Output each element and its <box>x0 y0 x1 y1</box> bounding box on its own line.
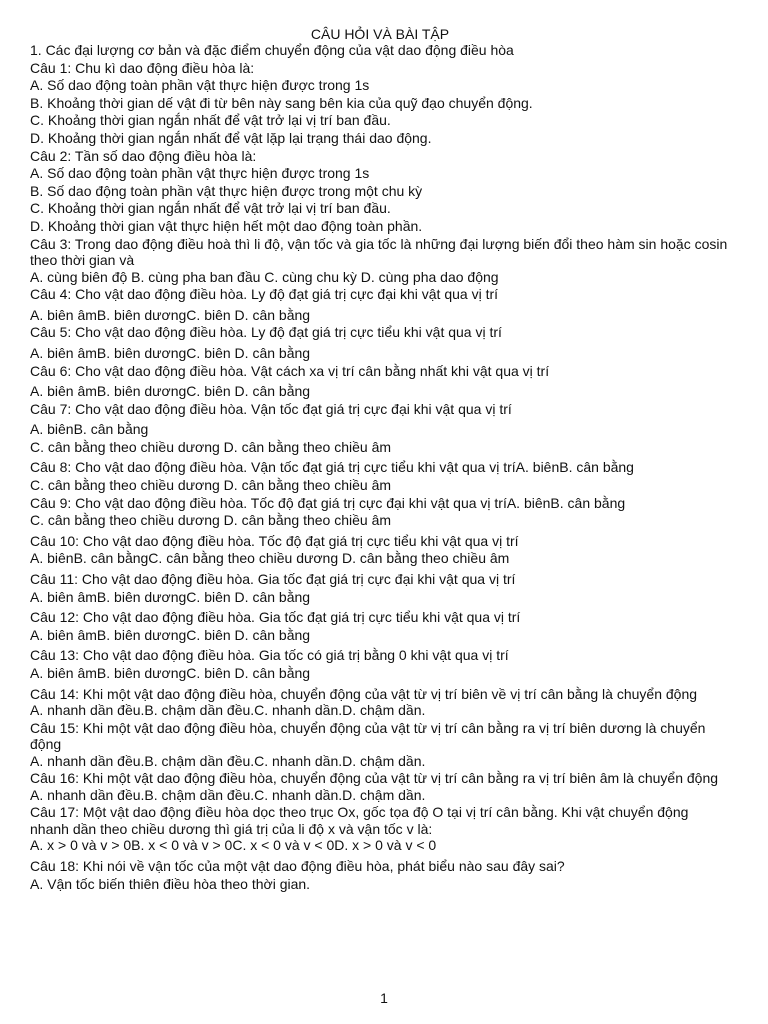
question-line: Câu 1: Chu kì dao động điều hòa là: <box>30 59 255 76</box>
page-title: CÂU HỎI VÀ BÀI TẬP <box>310 26 450 42</box>
question-line: Câu 18: Khi nói về vận tốc của một vật dao động điều hòa, phát biểu nào sau đây sai? <box>30 857 565 874</box>
question-line: Câu 5: Cho vật dao động điều hòa. Ly độ đạt giá trị cực tiểu khi vật qua vị trí <box>30 324 502 341</box>
question-line: Câu 7: Cho vật dao động điều hòa. Vận tốc đạt giá trị cực đại khi vật qua vị trí <box>30 400 512 417</box>
answer-line: A. biên âmB. biên dươngC. biên D. cân bằng <box>30 588 311 605</box>
question-line: Câu 15: Khi một vật dao động điều hòa, chuyển động của vật từ vị trí cân bằng ra vị trí biên dương là chuyển động <box>30 719 706 753</box>
answer-line: A. biên âmB. biên dươngC. biên D. cân bằng <box>30 344 311 361</box>
answer-line: A. Số dao động toàn phần vật thực hiện được trong 1s <box>30 165 370 182</box>
question-line: Câu 11: Cho vật dao động điều hòa. Gia tốc đạt giá trị cực đại khi vật qua vị trí <box>30 571 516 588</box>
section-heading: 1. Các đại lượng cơ bản và đặc điểm chuyển động của vật dao động điều hòa <box>30 42 514 58</box>
page-number: 1 <box>380 990 388 1006</box>
answer-line: A. biên âmB. biên dươngC. biên D. cân bằng <box>30 306 311 323</box>
question-line: Câu 2: Tần số dao động điều hòa là: <box>30 147 257 164</box>
answer-line: A. cùng biên độ B. cùng pha ban đầu C. cùng chu kỳ D. cùng pha dao động <box>30 268 499 285</box>
question-line: Câu 9: Cho vật dao động điều hòa. Tốc độ đạt giá trị cực đại khi vật qua vị tríA. biênB. cân bằng <box>30 494 626 511</box>
question-line: Câu 8: Cho vật dao động điều hòa. Vận tốc đạt giá trị cực tiểu khi vật qua vị tríA. biênB. cân bằng <box>30 459 634 476</box>
answer-line: C. Khoảng thời gian ngắn nhất để vật trở lại vị trí ban đầu. <box>30 112 391 129</box>
question-line: Câu 12: Cho vật dao động điều hòa. Gia tốc đạt giá trị cực tiểu khi vật qua vị trí <box>30 609 521 626</box>
question-line: Câu 14: Khi một vật dao động điều hòa, chuyển động của vật từ vị trí biên về vị trí cân bằng là chuyển động <box>30 685 698 702</box>
question-line: Câu 17: Một vật dao động điều hòa dọc theo trục Ox, gốc tọa độ O tại vị trí cân bằng. Khi vật chuyển động nhanh dần theo chiều dương thì giá trị của li độ x và vận tốc v là: <box>30 804 689 837</box>
question-line: Câu 4: Cho vật dao động điều hòa. Ly độ đạt giá trị cực đại khi vật qua vị trí <box>30 286 499 303</box>
answer-line: A. biên âmB. biên dươngC. biên D. cân bằng <box>30 383 311 400</box>
question-line: Câu 13: Cho vật dao động điều hòa. Gia tốc có giá trị bằng 0 khi vật qua vị trí <box>30 647 509 664</box>
answer-line: A. biênB. cân bằng <box>30 421 149 438</box>
answer-line: C. cân bằng theo chiều dương D. cân bằng theo chiều âm <box>30 438 392 455</box>
answer-line: A. nhanh dần đều.B. chậm dần đều.C. nhanh dần.D. chậm dần. <box>30 752 426 769</box>
answer-line: A. nhanh dần đều.B. chậm dần đều.C. nhanh dần.D. chậm dần. <box>30 702 426 719</box>
answer-line: A. biênB. cân bằngC. cân bằng theo chiều dương D. cân bằng theo chiều âm <box>30 550 510 567</box>
question-line: Câu 6: Cho vật dao động điều hòa. Vật cách xa vị trí cân bằng nhất khi vật qua vị trí <box>30 362 550 379</box>
question-line: Câu 10: Cho vật dao động điều hòa. Tốc độ đạt giá trị cực tiểu khi vật qua vị trí <box>30 532 519 549</box>
answer-line: B. Khoảng thời gian dế vật đi từ bên này sang bên kia của quỹ đạo chuyển động. <box>30 94 533 111</box>
question-line: Câu 16: Khi một vật dao động điều hòa, chuyển động của vật từ vị trí cân bằng ra vị trí biên âm là chuyển động <box>30 770 719 787</box>
answer-line: C. Khoảng thời gian ngắn nhất để vật trở lại vị trí ban đầu. <box>30 200 391 217</box>
answer-line: A. nhanh dần đều.B. chậm dần đều.C. nhanh dần.D. chậm dần. <box>30 786 426 803</box>
answer-line: B. Số dao động toàn phần vật thực hiện được trong một chu kỳ <box>30 182 423 199</box>
answer-line: A. Số dao động toàn phần vật thực hiện được trong 1s <box>30 77 370 94</box>
question-list <box>30 60 730 894</box>
answer-line: A. biên âmB. biên dươngC. biên D. cân bằng <box>30 665 311 681</box>
answer-line: C. cân bằng theo chiều dương D. cân bằng theo chiều âm <box>30 477 392 494</box>
document-page <box>30 26 730 893</box>
answer-line: D. Khoảng thời gian vật thực hiện hết một dao động toàn phần. <box>30 217 423 234</box>
answer-line: D. Khoảng thời gian ngắn nhất để vật lặp lại trạng thái dao động. <box>30 129 432 146</box>
answer-line: A. biên âmB. biên dươngC. biên D. cân bằng <box>30 626 311 643</box>
question-line: Câu 3: Trong dao động điều hoà thì li độ, vận tốc và gia tốc là những đại lượng biến đổi theo hàm sin hoặc cosin theo thời gian và <box>30 235 728 269</box>
answer-line: A. x > 0 và v > 0B. x < 0 và v > 0C. x < 0 và v < 0D. x > 0 và v < 0 <box>30 837 437 854</box>
answer-line: C. cân bằng theo chiều dương D. cân bằng theo chiều âm <box>30 512 392 529</box>
answer-line: A. Vận tốc biến thiên điều hòa theo thời gian. <box>30 875 311 892</box>
